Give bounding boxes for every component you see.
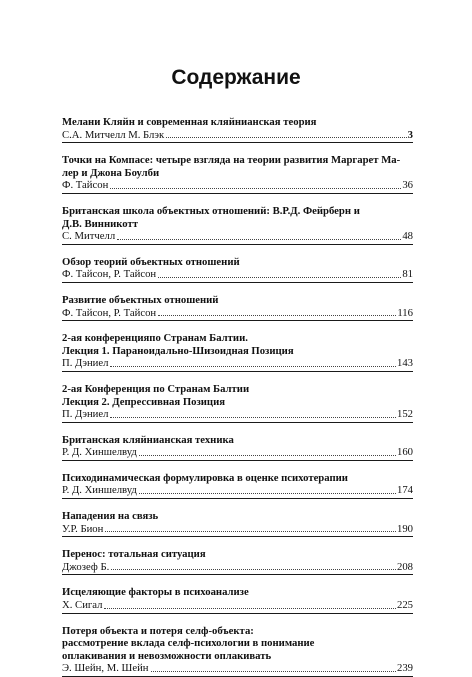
toc-entry-title: 2-ая Конференция по Странам Балтии <box>62 382 250 395</box>
toc-entry-author: П. Дэниел <box>62 408 109 421</box>
dot-leader <box>158 277 401 278</box>
toc-entry-page-number: 48 <box>402 230 413 243</box>
dot-leader <box>117 239 401 240</box>
table-of-contents <box>62 116 413 677</box>
toc-entry-author-line <box>62 662 413 675</box>
toc-entry <box>62 625 413 677</box>
toc-entry <box>62 383 413 423</box>
toc-entry-page-number: 116 <box>397 306 413 319</box>
toc-entry-author: Ф. Тайсон <box>62 179 109 192</box>
toc-entry-author: С.А. Митчелл М. Блэк <box>62 128 165 141</box>
toc-entry-author-line <box>62 599 413 612</box>
toc-entry-page-number: 239 <box>396 662 413 675</box>
toc-entry <box>62 294 413 321</box>
toc-entry <box>62 548 413 575</box>
toc-entry-page-number: 152 <box>396 408 413 421</box>
toc-entry-title: Исцеляющие факторы в психоанализе <box>62 586 249 599</box>
dot-leader <box>110 188 401 189</box>
toc-entry-title: Психодинамическая формулировка в оценке психотерапии <box>62 471 348 484</box>
toc-entry-page-number: 3 <box>407 128 413 141</box>
toc-entry-page-number: 208 <box>396 560 413 573</box>
toc-entry-author: П. Дэниел <box>62 357 109 370</box>
toc-entry-author: Ф. Тайсон, Р. Тайсон <box>62 268 157 281</box>
toc-entry <box>62 510 413 537</box>
dot-leader <box>166 137 406 138</box>
toc-entry-author: С. Митчелл <box>62 230 116 243</box>
toc-entry-title: 2-ая конференцияпо Странам Балтии. <box>62 332 248 345</box>
toc-entry <box>62 332 413 372</box>
toc-entry-page-number: 225 <box>396 599 413 612</box>
toc-entry-title: Лекция 2. Депрессивная Позиция <box>62 395 226 408</box>
toc-entry-author: Р. Д. Хиншелвуд <box>62 446 137 459</box>
dot-leader <box>105 531 396 532</box>
toc-entry-title: лер и Джона Боулби <box>62 166 160 179</box>
toc-entry-title: Обзор теорий объектных отношений <box>62 255 240 268</box>
toc-entry <box>62 154 413 194</box>
toc-entry-title: Перенос: тотальная ситуация <box>62 548 206 561</box>
toc-entry-author-line <box>62 179 413 192</box>
toc-entry-title: Лекция 1. Параноидально-Шизоидная Позиция <box>62 344 294 357</box>
toc-entry-title: оплакивания и невозможности оплакивать <box>62 649 272 662</box>
toc-entry-page-number: 190 <box>396 522 413 535</box>
toc-entry-title: Нападения на связь <box>62 510 159 523</box>
dot-leader <box>151 671 396 672</box>
toc-entry-author: Ф. Тайсон, Р. Тайсон <box>62 306 157 319</box>
dot-leader <box>111 569 396 570</box>
toc-entry-page-number: 36 <box>402 179 413 192</box>
toc-entry-title: рассмотрение вклада селф-психологии в понимание <box>62 637 315 650</box>
toc-entry-author: Э. Шейн, М. Шейн <box>62 662 149 675</box>
contents-heading: Содержание <box>171 66 301 89</box>
toc-entry-author: Джозеф Б. <box>62 560 110 573</box>
dot-leader <box>110 417 396 418</box>
toc-entry-author-line <box>62 129 413 142</box>
dot-leader <box>110 366 396 367</box>
dot-leader <box>139 455 396 456</box>
toc-entry-author-line <box>62 357 413 370</box>
toc-entry-title: Британская школа объектных отношений: В.Р.Д. Фейрберн и <box>62 204 360 217</box>
toc-entry <box>62 586 413 613</box>
toc-entry <box>62 434 413 461</box>
toc-entry-title: Развитие объектных отношений <box>62 293 219 306</box>
toc-entry-author-line <box>62 523 413 536</box>
toc-entry-page-number: 81 <box>402 268 413 281</box>
dot-leader <box>139 493 396 494</box>
dot-leader <box>104 608 396 609</box>
toc-entry <box>62 256 413 283</box>
toc-entry-title: Точки на Компасе: четыре взгляда на теории развития Маргарет Ма- <box>62 154 401 167</box>
toc-entry-title: Потеря объекта и потеря селф-объекта: <box>62 624 254 637</box>
toc-entry <box>62 116 413 143</box>
toc-entry-page-number: 160 <box>396 446 413 459</box>
toc-entry-page-number: 143 <box>396 357 413 370</box>
toc-entry-author: Р. Д. Хиншелвуд <box>62 484 137 497</box>
toc-entry-author: У.Р. Бион <box>62 522 104 535</box>
toc-entry-author-line <box>62 484 413 497</box>
toc-entry <box>62 472 413 499</box>
toc-entry-title: Британская кляйнианская техника <box>62 433 234 446</box>
toc-entry-author-line <box>62 408 413 421</box>
toc-entry-author: Х. Сигал <box>62 599 103 612</box>
toc-entry-author-line <box>62 230 413 243</box>
toc-entry-title: Д.В. Винникотт <box>62 217 138 230</box>
toc-entry-title: Мелани Кляйн и современная кляйнианская теория <box>62 116 317 128</box>
toc-entry-author-line <box>62 446 413 459</box>
toc-entry-author-line <box>62 268 413 281</box>
dot-leader <box>158 315 396 316</box>
toc-entry-author-line <box>62 561 413 574</box>
toc-entry-page-number: 174 <box>396 484 413 497</box>
toc-entry <box>62 205 413 245</box>
toc-entry-author-line <box>62 307 413 320</box>
